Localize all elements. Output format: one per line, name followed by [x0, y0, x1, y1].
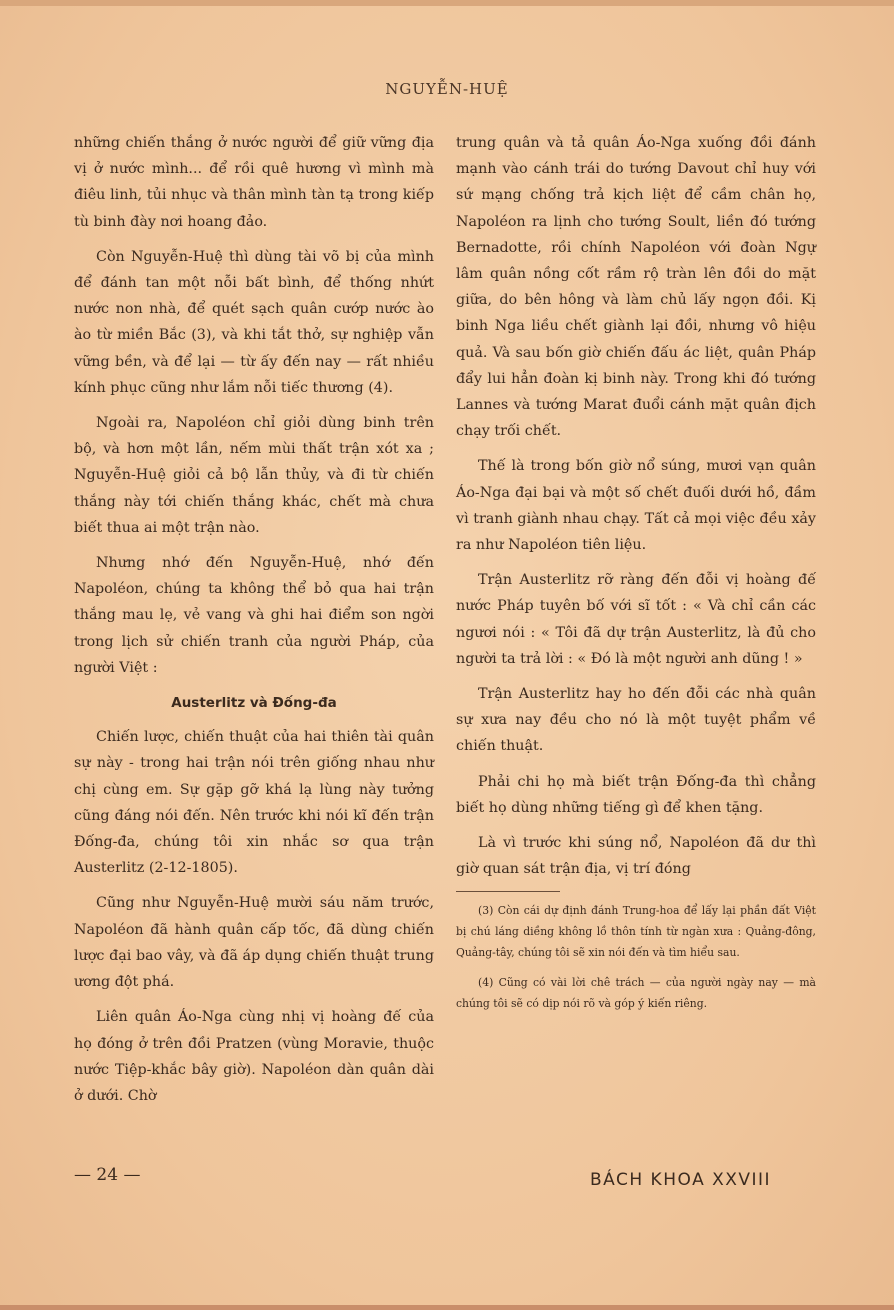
paragraph: Cũng như Nguyễn-Huệ mười sáu năm trước, Napoléon đã hành quân cấp tốc, đã dùng chiến lược đại bao vây, và đã áp dụng chiến thuật trung ương đột phá. — [74, 895, 434, 991]
paragraph: Còn Nguyễn-Huệ thì dùng tài võ bị của mình để đánh tan một nỗi bất bình, để thống nhứt nước non nhà, để quét sạch quân cướp nước ào ào từ miền Bắc (3), và khi tắt thở, sự nghiệp vẫn vững bền, và để lại — từ ấy đến nay — rất nhiều kính phục cũng như lắm nỗi tiếc thương (4). — [74, 248, 434, 396]
page-top-edge — [0, 0, 894, 6]
right-column — [456, 130, 816, 1023]
paragraph: Thế là trong bốn giờ nổ súng, mươi vạn quân Áo-Nga đại bại và một số chết đuối dưới hồ, đầm vì tranh giành nhau chạy. Tất cả mọi việc đều xảy ra như Napoléon tiên liệu. — [456, 458, 816, 554]
paragraph: Phải chi họ mà biết trận Đống-đa thì chẳng biết họ dùng những tiếng gì để khen tặng. — [456, 773, 816, 816]
paragraph: những chiến thắng ở nước người để giữ vững địa vị ở nước mình... để rồi quê hương vì mình mà điêu linh, tủi nhục và thân mình tàn tạ trong kiếp tù binh đày nơi hoang đảo. — [74, 135, 434, 230]
footnote: (3) Còn cái dự định đánh Trung-hoa để lấy lại phần đất Việt bị chú láng diềng không lồ thôn tính từ ngàn xưa : Quảng-đông, Quảng-tây, chúng tôi sẽ xin nói đến và tìm hiểu sau. — [456, 904, 816, 960]
footnote: (4) Cũng có vài lời chê trách — của người ngày nay — mà chúng tôi sẽ có dịp nói rõ và góp ý kiến riêng. — [456, 976, 816, 1011]
paragraph: Trận Austerlitz rỡ ràng đến đỗi vị hoàng đế nước Pháp tuyên bố với sĩ tốt : « Và chỉ cần các ngươi nói : « Tôi đã dự trận Austerlitz, là đủ cho người ta trả lời : « Đó là một người anh dũng ! » — [456, 572, 816, 667]
paragraph: Chiến lược, chiến thuật của hai thiên tài quân sự này - trong hai trận nói trên giống nhau như chị cùng em. Sự gặp gỡ khá lạ lùng này tưởng cũng đáng nói đến. Nên trước khi nói kĩ đến trận Đống-đa, chúng tôi xin nhắc sơ qua trận Austerlitz (2-12-1805). — [74, 729, 434, 877]
paragraph: Ngoài ra, Napoléon chỉ giỏi dùng binh trên bộ, và hơn một lần, nếm mùi thất trận xót xa ; Nguyễn-Huệ giỏi cả bộ lẫn thủy, và đi từ chiến thắng này tới chiến thắng khác, chết mà chưa biết thua ai một trận nào. — [74, 415, 434, 536]
paragraph: trung quân và tả quân Áo-Nga xuống đồi đánh mạnh vào cánh trái do tướng Davout chỉ huy với sứ mạng chống trả kịch liệt để cầm chân họ, Napoléon ra lịnh cho tướng Soult, liền đó tướng Bernadotte, rồi chính Napoléon với đoàn Ngự lâm quân nồng cốt rầm rộ tràn lên đồi do mặt giữa, do bên hông và làm chủ lấy ngọn đồi. Kị binh Nga liều chết giành lại đồi, nhưng vô hiệu quả. Và sau bốn giờ chiến đấu ác liệt, quân Pháp đẩy lui hẳn đoàn kị binh này. Trong khi đó tướng Lannes và tướng Marat đuổi cánh mặt quân địch chạy trối chết. — [456, 135, 816, 440]
paragraph: Nhưng nhớ đến Nguyễn-Huệ, nhớ đến Napoléon, chúng ta không thể bỏ qua hai trận thắng mau lẹ, vẻ vang và ghi hai điểm son ngời trong lịch sử chiến tranh của người Pháp, của người Việt : — [74, 555, 434, 676]
page-bottom-edge — [0, 1305, 894, 1310]
running-header: NGUYỄN-HUỆ — [385, 80, 509, 98]
footnote-divider — [456, 891, 560, 892]
section-subheading: Austerlitz và Đống-đa — [171, 695, 337, 712]
publication-name: BÁCH KHOA XXVIII — [590, 1170, 772, 1190]
paragraph: Trận Austerlitz hay ho đến đỗi các nhà quân sự xưa nay đều cho nó là một tuyệt phẩm về chiến thuật. — [456, 686, 816, 755]
paragraph: Liên quân Áo-Nga cùng nhị vị hoàng đế của họ đóng ở trên đồi Pratzen (vùng Moravie, thuộc nước Tiệp-khắc bây giờ). Napoléon dàn quân dài ở dưới. Chờ — [74, 1009, 434, 1104]
left-column — [74, 130, 434, 1118]
page-number: — 24 — — [74, 1165, 141, 1185]
paragraph: Là vì trước khi súng nổ, Napoléon đã dư thì giờ quan sát trận địa, vị trí đóng — [456, 835, 816, 878]
